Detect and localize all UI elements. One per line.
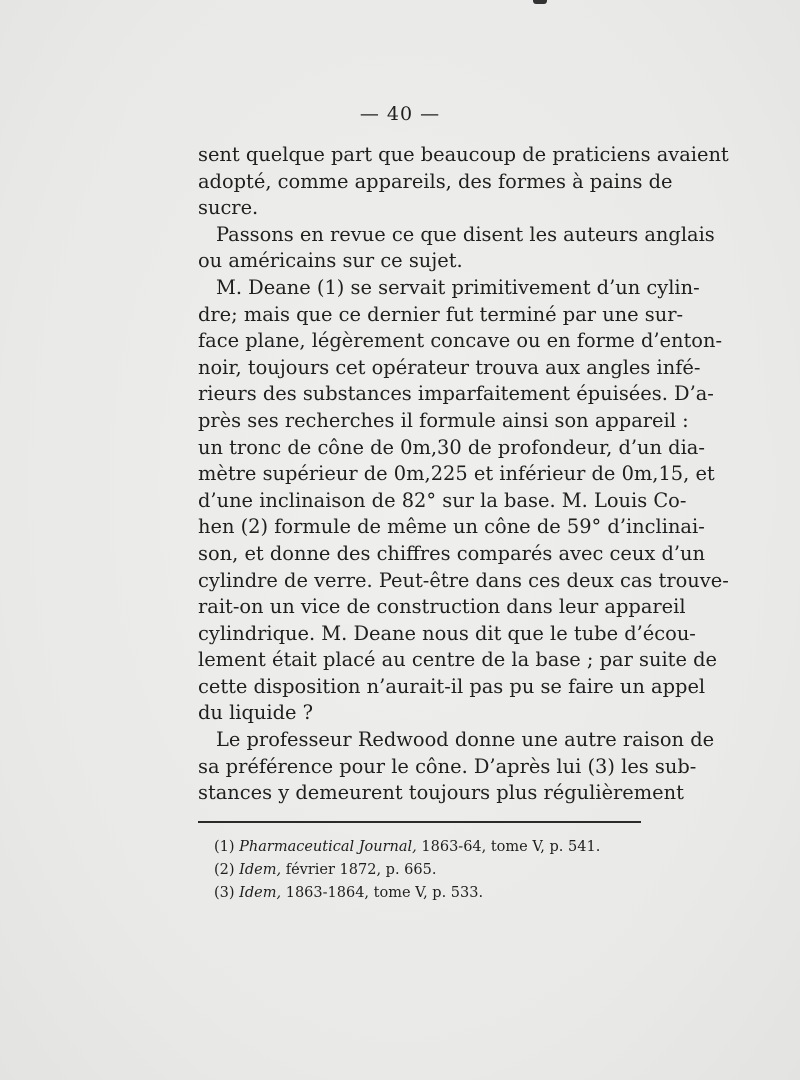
footnote-1 (214, 836, 644, 859)
text-line: M. Deane (1) se servait primitivement d’un cylin- (216, 275, 700, 299)
text-line: du liquide ? (198, 701, 314, 725)
text-line: ou américains sur ce sujet. (198, 249, 463, 273)
text-line: dre; mais que ce dernier fut terminé par une sur- (198, 302, 684, 326)
footnote-source: Pharmaceutical Journal, (239, 839, 417, 855)
text-line: noir, toujours cet opérateur trouva aux angles infé- (198, 355, 701, 379)
footnote-detail: 1863-1864, tome V, p. 533. (281, 885, 484, 901)
text-line: près ses recherches il formule ainsi son appareil : (198, 408, 689, 432)
scan-mark (533, 0, 547, 4)
footnote-number: (3) (214, 885, 235, 901)
text-line: mètre supérieur de 0m,225 et inférieur de 0m,15, et (198, 462, 715, 486)
footnote-number: (1) (214, 839, 235, 855)
body-text (198, 142, 729, 807)
footnote-detail: février 1872, p. 665. (281, 862, 437, 878)
text-line: son, et donne des chiffres comparés avec ceux d’un (198, 541, 706, 565)
text-line: Le professeur Redwood donne une autre raison de (216, 728, 715, 752)
text-line: sent quelque part que beaucoup de praticiens avaient (198, 143, 729, 166)
text-line: sucre. (198, 196, 259, 220)
footnotes (214, 836, 644, 905)
page-number: — 40 — (359, 103, 441, 125)
text-line: un tronc de cône de 0m,30 de profondeur, d’un dia- (198, 435, 705, 459)
text-line: rieurs des substances imparfaitement épuisées. D’a- (198, 382, 714, 406)
text-line: face plane, légèrement concave ou en forme d’enton- (198, 329, 723, 353)
text-line: d’une inclinaison de 82° sur la base. M. Louis Co- (198, 488, 687, 512)
text-line: Passons en revue ce que disent les auteurs anglais (216, 222, 715, 246)
text-line: stances y demeurent toujours plus régulièrement (198, 781, 684, 805)
text-line: adopté, comme appareils, des formes à pains de (198, 169, 673, 193)
footnote-number: (2) (214, 862, 235, 878)
text-line: rait-on un vice de construction dans leur appareil (198, 595, 686, 619)
footnote-source: Idem, (239, 862, 282, 878)
footnote-divider (198, 821, 641, 823)
footnote-2 (214, 859, 644, 882)
footnote-3 (214, 882, 644, 905)
text-line: cylindre de verre. Peut-être dans ces deux cas trouve- (198, 568, 729, 592)
text-line: lement était placé au centre de la base ; par suite de (198, 648, 717, 672)
footnote-source: Idem, (239, 885, 282, 901)
text-line: sa préférence pour le cône. D’après lui (3) les sub- (198, 754, 697, 778)
text-line: cette disposition n’aurait-il pas pu se faire un appel (198, 674, 706, 698)
footnote-detail: 1863-64, tome V, p. 541. (416, 839, 601, 855)
text-line: cylindrique. M. Deane nous dit que le tube d’écou- (198, 621, 696, 645)
text-line: hen (2) formule de même un cône de 59° d’inclinai- (198, 515, 705, 539)
